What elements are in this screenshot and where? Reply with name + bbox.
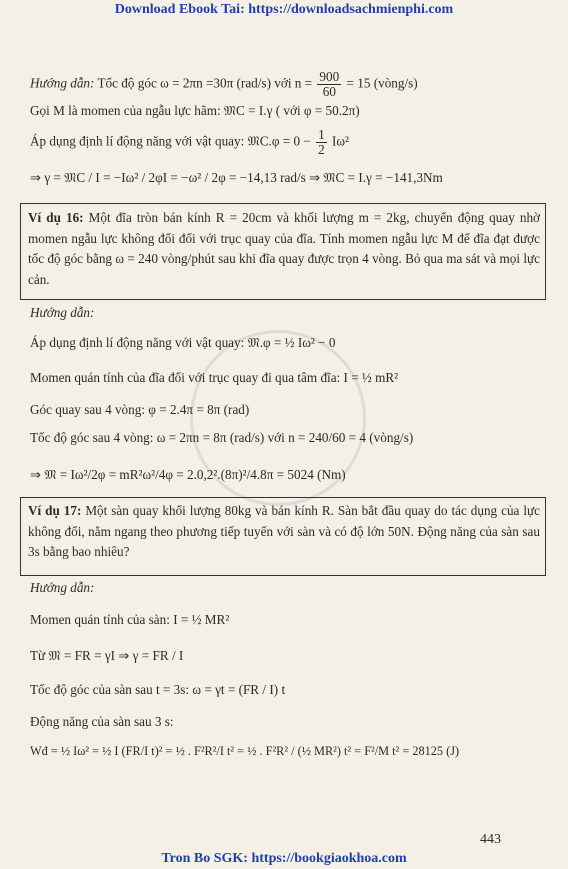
- solution-16-line-3: Góc quay sau 4 vòng: φ = 2.4π = 8π (rad): [30, 402, 250, 417]
- page-footer: Tron Bo SGK: https://bookgiaokhoa.com: [161, 851, 407, 866]
- solution-label: Hướng dẫn:: [30, 305, 95, 320]
- solution-line-1: [30, 70, 418, 99]
- solution-line-4: ⇒ γ = 𝔐C / I = −Iω² / 2φI = −ω² / 2φ = −14,13 rad/s ⇒ 𝔐C = I.γ = −141,3Nm: [30, 170, 443, 185]
- solution-16-line-1: Áp dụng định lí động năng với vật quay: 𝔐.φ = ½ Iω² − 0: [30, 335, 336, 350]
- solution-17-line-1: Momen quán tính của sàn: I = ½ MR²: [30, 612, 230, 627]
- fraction-denominator: 2: [318, 142, 325, 157]
- fraction: [317, 70, 341, 99]
- example-title: Ví dụ 16:: [28, 210, 84, 225]
- solution-label: Hướng dẫn:: [30, 75, 95, 91]
- example-16-text: [28, 208, 540, 290]
- example-17-text: [28, 501, 540, 563]
- solution-line-2: Gọi M là momen của ngẫu lực hãm: 𝔐C = I.γ ( với φ = 50.2π): [30, 103, 360, 118]
- solution-17-line-3: Tốc độ góc của sàn sau t = 3s: ω = γt = (FR / I) t: [30, 682, 286, 697]
- example-body: Một đĩa tròn bán kính R = 20cm và khối lượng m = 2kg, chuyển động quay nhờ momen ngẫu lực không đổi đối với trục quay của đĩa. Tính momen ngẫu lực M để đĩa đạt được tốc độ góc bằng ω = 240 vòng/phút sau khi đĩa quay được trọn 4 vòng. Bỏ qua ma sát và mọi lực cản.: [28, 210, 541, 287]
- page-number: 443: [480, 832, 501, 847]
- solution-label: Hướng dẫn:: [30, 580, 95, 595]
- solution-text-tail: = 15 (vòng/s): [346, 75, 418, 91]
- solution-line-3: [30, 128, 349, 157]
- solution-text: Áp dụng định lí động năng với vật quay: 𝔐C.φ = 0 −: [30, 133, 311, 149]
- fraction-numerator: 1: [318, 127, 325, 142]
- solution-16-line-4: Tốc độ góc sau 4 vòng: ω = 2πn = 8π (rad/s) với n = 240/60 = 4 (vòng/s): [30, 430, 414, 445]
- example-title: Ví dụ 17:: [28, 503, 82, 518]
- solution-16-line-2: Momen quán tính của đĩa đối với trục quay đi qua tâm đĩa: I = ½ mR²: [30, 370, 399, 385]
- solution-text: Tốc độ góc ω = 2πn =30π (rad/s) với n =: [97, 75, 313, 91]
- solution-17-line-2: Từ 𝔐 = FR = γI ⇒ γ = FR / I: [30, 648, 184, 663]
- solution-16-line-5: ⇒ 𝔐 = Iω²/2φ = mR²ω²/4φ = 2.0,2².(8π)²/4.8π = 5024 (Nm): [30, 467, 346, 482]
- solution-17-line-4: Động năng của sàn sau 3 s:: [30, 714, 174, 729]
- solution-text-tail: Iω²: [331, 133, 350, 149]
- fraction-denominator: 60: [322, 84, 336, 99]
- solution-17-line-5: Wđ = ½ Iω² = ½ I (FR/I t)² = ½ . F²R²/I t² = ½ . F²R² / (½ MR²) t² = F²/M t² = 28125 (J): [30, 744, 460, 758]
- page-header: Download Ebook Tai: https://downloadsachmienphi.com: [114, 2, 454, 17]
- fraction: [316, 128, 327, 157]
- fraction-numerator: 900: [319, 69, 340, 84]
- example-body: Một sàn quay khối lượng 80kg và bán kính R. Sàn bắt đầu quay do tác dụng của lực không đổi, nằm ngang theo phương tiếp tuyến với sàn và có độ lớn 50N. Động năng của sàn sau 3s bằng bao nhiêu?: [28, 503, 541, 559]
